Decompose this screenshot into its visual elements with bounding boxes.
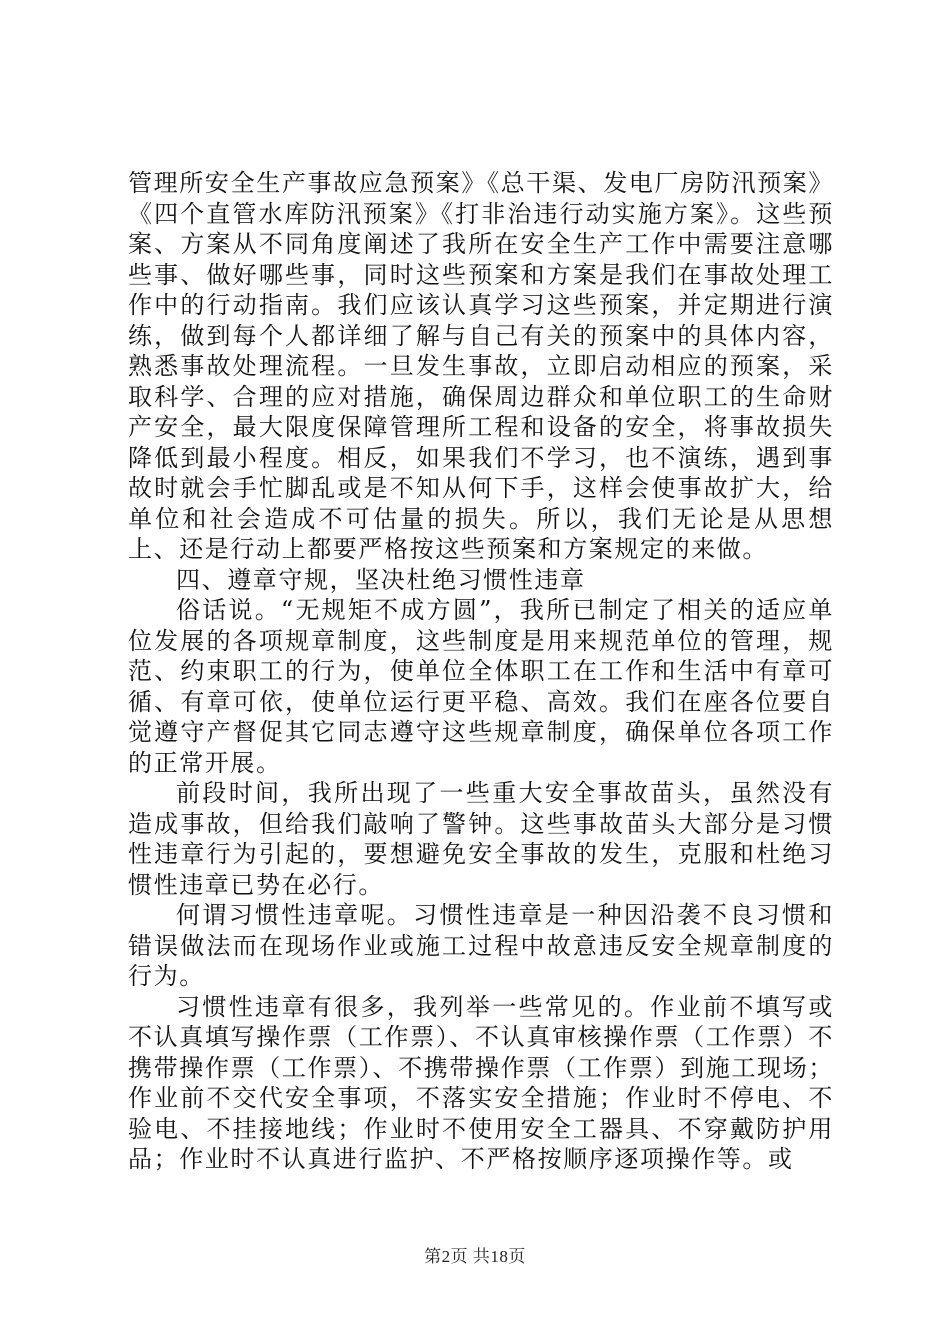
paragraph-incidents: 前段时间，我所出现了一些重大安全事故苗头，虽然没有造成事故，但给我们敲响了警钟。这些事故苗头大部分是习惯性违章行为引起的，要想避免安全事故的发生，克服和杜绝习惯性违章已势在必行。: [128, 779, 834, 899]
page-number-footer: 第2页 共18页: [424, 1247, 526, 1266]
section-heading: 四、遵章守规，坚决杜绝习惯性违章: [176, 565, 586, 594]
paragraph-rules: 俗话说。“无规矩不成方圆”，我所已制定了相关的适应单位发展的各项规章制度，这些制度是用来规范单位的管理，规范、约束职工的行为，使单位全体职工在工作和生活中有章可循、有章可依，使单位运行更平稳、高效。我们在座各位要自觉遵守产督促其它同志遵守这些规章制度，确保单位各项工作的正常开展。: [128, 596, 834, 777]
paragraph-examples: 习惯性违章有很多，我列举一些常见的。作业前不填写或不认真填写操作票（工作票）、不认真审核操作票（工作票）不携带操作票（工作票）、不携带操作票（工作票）到施工现场；作业前不交代安全事项，不落实安全措施；作业时不停电、不验电、不挂接地线；作业时不使用安全工器具、不穿戴防护用品；作业时不认真进行监护、不严格按顺序逐项操作等。或: [128, 992, 834, 1173]
paragraph-definition: 何谓习惯性违章呢。习惯性违章是一种因沿袭不良习惯和错误做法而在现场作业或施工过程中故意违反安全规章制度的行为。: [128, 901, 834, 990]
document-body: [128, 168, 834, 1175]
paragraph-continuation: 管理所安全生产事故应急预案》《总干渠、发电厂房防汛预案》《四个直管水库防汛预案》《打非治违行动实施方案》。这些预案、方案从不同角度阐述了我所在安全生产工作中需要注意哪些事、做好哪些事，同时这些预案和方案是我们在事故处理工作中的行动指南。我们应该认真学习这些预案，并定期进行演练，做到每个人都详细了解与自己有关的预案中的具体内容，熟悉事故处理流程。一旦发生事故，立即启动相应的预案，采取科学、合理的应对措施，确保周边群众和单位职工的生命财产安全，最大限度保障管理所工程和设备的安全，将事故损失降低到最小程度。相反，如果我们不学习，也不演练，遇到事故时就会手忙脚乱或是不知从何下手，这样会使事故扩大，给单位和社会造成不可估量的损失。所以，我们无论是从思想上、还是行动上都要严格按这些预案和方案规定的来做。: [128, 169, 834, 563]
